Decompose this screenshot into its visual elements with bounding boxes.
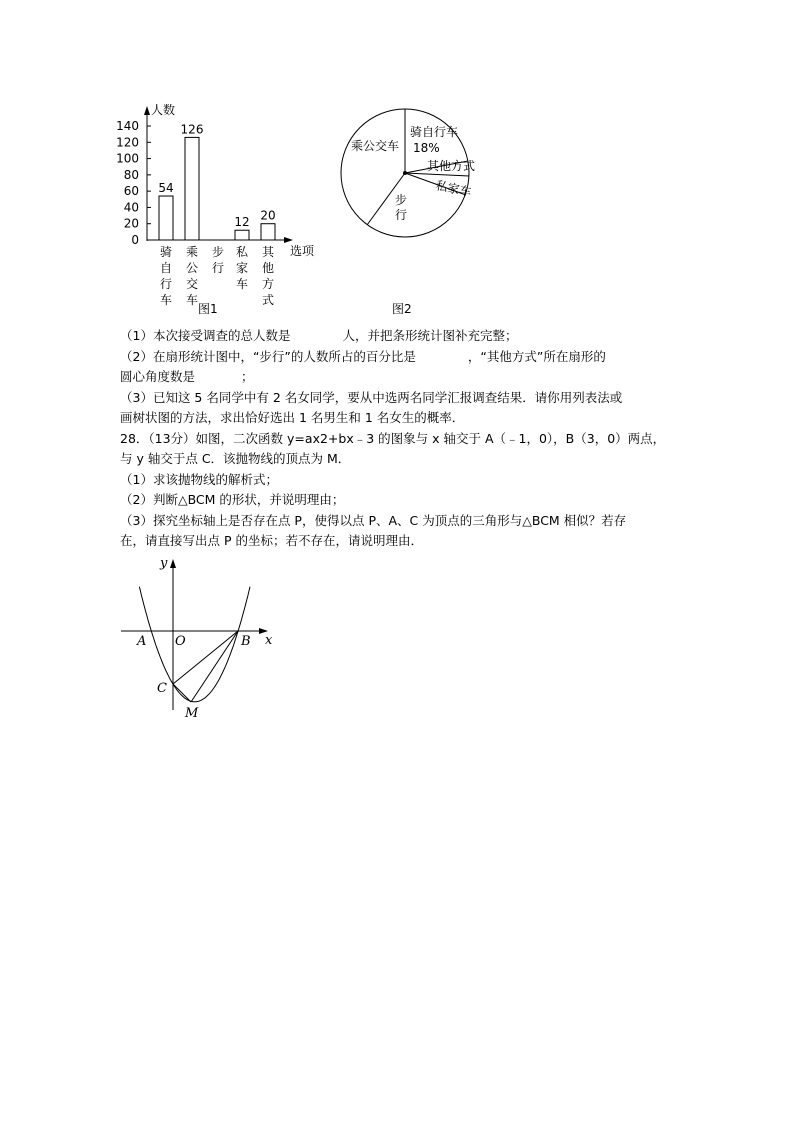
- y-axis-title: 人数: [151, 103, 176, 117]
- label-b: B: [241, 634, 251, 649]
- label-c: C: [157, 681, 167, 696]
- q27-sub3-line1: （3）已知这 5 名同学中有 2 名女同学，要从中选两名同学汇报调查结果．请你用列表法或: [120, 389, 623, 405]
- bar: [185, 137, 199, 240]
- category-label-char: 车: [235, 277, 249, 291]
- y-tick-label: 120: [116, 135, 139, 150]
- q28-sub3-line2: 在，请直接写出点 P 的坐标；若不存在，请说明理由．: [120, 533, 423, 548]
- category-label-char: 家: [235, 261, 249, 275]
- category-label-char: 式: [261, 293, 275, 307]
- parabola-figure: [115, 555, 285, 725]
- pie-label-other: 其他方式: [427, 159, 476, 173]
- y-axis-arrow: [170, 559, 176, 568]
- category-label-char: 公: [185, 261, 199, 275]
- pie-label-bike: 骑自行车: [410, 125, 459, 139]
- pie-label-walk-1: 步: [395, 193, 408, 207]
- bar: [261, 224, 275, 240]
- x-axis-title: 选项: [290, 244, 315, 258]
- parabola-curve: [139, 587, 250, 702]
- category-label-char: 车: [159, 293, 173, 307]
- category-label-char: 交: [185, 277, 199, 291]
- y-tick-label: 60: [123, 184, 139, 199]
- pie-label-walk-2: 行: [395, 208, 408, 222]
- q28-line1: 28．（13分）如图，二次函数 y=ax2+bx﹣3 的图象与 x 轴交于 A（﹣1，0），B（3，0）两点，: [120, 430, 666, 446]
- q28-line2: 与 y 轴交于点 C．该抛物线的顶点为 M．: [120, 451, 351, 466]
- category-label-char: 其: [261, 245, 275, 259]
- q27-sub3-line2: 画树状图的方法，求出恰好选出 1 名男生和 1 名女生的概率．: [120, 410, 465, 425]
- pie-label-bike-pct: 18%: [413, 141, 440, 155]
- pie-center: [403, 171, 407, 175]
- category-label-char: 私: [235, 245, 249, 259]
- segment-bm: [191, 631, 238, 702]
- y-tick-label: 40: [123, 200, 139, 215]
- y-axis-arrow: [144, 106, 150, 115]
- q27-sub1: （1）本次接受调查的总人数是 人，并把条形统计图补充完整；: [120, 328, 518, 343]
- q27-sub2-line1: （2）在扇形统计图中，“步行”的人数所占的百分比是 ，“其他方式”所在扇形的: [120, 348, 606, 364]
- q28-sub3-line1: （3）探究坐标轴上是否存在点 P，使得以点 P、A、C 为顶点的三角形与△BCM 相似？若存: [120, 512, 627, 528]
- label-o: O: [175, 634, 186, 649]
- category-label-char: 步: [211, 245, 225, 259]
- label-m: M: [185, 706, 199, 721]
- bar-value-label: 54: [158, 181, 174, 196]
- q28-sub2: （2）判断△BCM 的形状，并说明理由；: [120, 492, 345, 507]
- figure1-caption: 图1: [198, 302, 218, 316]
- question27-block: [120, 326, 680, 552]
- q27-sub2-line2: 圆心角度数是 ；: [120, 369, 254, 384]
- category-label-char: 行: [211, 261, 225, 275]
- pie-label-bus: 乘公交车: [351, 139, 400, 153]
- pie-chart: [337, 103, 477, 243]
- y-tick-label: 140: [116, 119, 139, 133]
- label-x: x: [265, 633, 273, 648]
- y-tick-label: 0: [131, 233, 139, 247]
- bar-group: [158, 122, 275, 240]
- y-tick-label: 20: [123, 216, 139, 231]
- category-label-char: 他: [261, 261, 275, 275]
- category-label-char: 行: [159, 277, 173, 291]
- category-label-group: [160, 244, 275, 307]
- figure2-caption: 图2: [392, 302, 412, 316]
- bar: [159, 196, 173, 240]
- bar-value-label: 126: [180, 122, 204, 137]
- label-a: A: [137, 634, 147, 649]
- category-label-char: 车: [185, 293, 199, 307]
- segment-cm: [173, 684, 191, 702]
- pie-label-private-car: 私家车: [434, 178, 473, 200]
- y-tick-label: 80: [123, 167, 139, 182]
- bar: [235, 230, 249, 240]
- bar-chart: [115, 100, 315, 307]
- category-label-char: 乘: [185, 245, 199, 259]
- category-label-char: 骑: [159, 245, 173, 259]
- y-tick-group: [116, 119, 151, 247]
- category-label-char: 方: [261, 277, 275, 291]
- q28-sub1: （1）求该抛物线的解析式；: [120, 471, 278, 487]
- bar-value-label: 12: [234, 215, 250, 230]
- y-tick-label: 100: [116, 151, 139, 166]
- label-y: y: [160, 556, 168, 571]
- category-label-char: 自: [159, 261, 173, 275]
- pie-divider-other-car: [405, 173, 469, 176]
- bar-value-label: 20: [260, 208, 276, 223]
- x-axis-arrow: [284, 237, 293, 243]
